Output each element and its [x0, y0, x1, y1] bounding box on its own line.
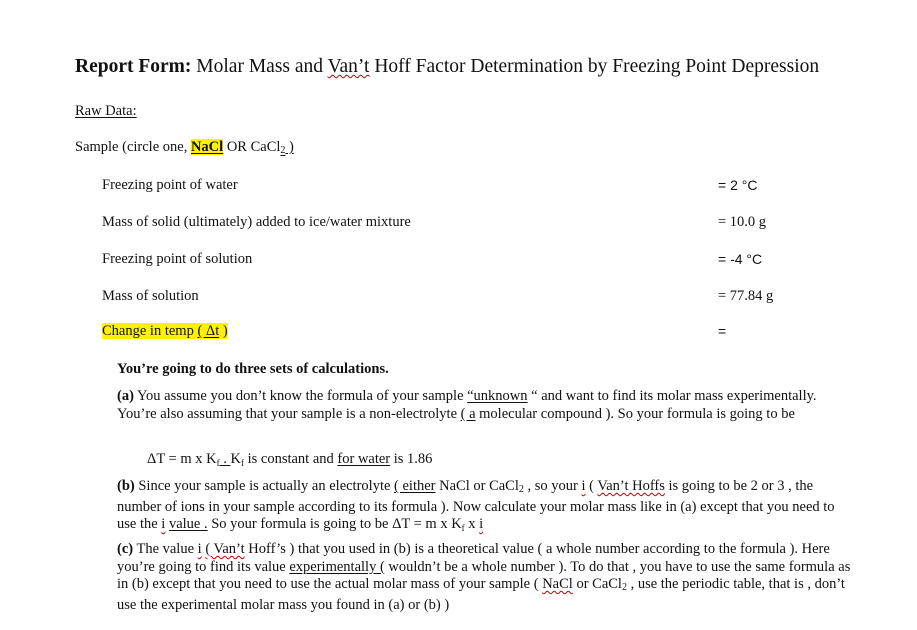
formula-text: ΔT = m x K [147, 451, 217, 467]
subscript: f [216, 458, 220, 468]
value-word: value . [168, 516, 208, 532]
subscript: f [461, 523, 465, 533]
change-temp-value: = [718, 323, 727, 339]
para-text: x [464, 516, 480, 532]
formula-dot: . [219, 451, 231, 467]
row-label: Mass of solution [102, 288, 199, 304]
i-symbol: i [197, 541, 202, 557]
change-temp-label [102, 323, 228, 340]
para-text: Hoff’s ) that you used in (b) is a theoretical value ( a whole number according to the formula ). Here you’re going to find its value [117, 541, 830, 575]
row-label: Freezing point of water [102, 177, 238, 193]
para-text: “ and want to find its molar mass experimentally. You’re also assuming that your sample is a non-electrolyte [117, 388, 817, 422]
para-text: molecular compound ). So your formula is going to be [475, 405, 795, 422]
para-underlined: ( a [460, 405, 476, 422]
para-text: So your formula is going to be ΔT = m x K [207, 516, 462, 532]
paragraph-a [117, 388, 857, 423]
vant-hoffs: ( Van’t [205, 541, 245, 557]
row-label: Mass of solid (ultimately) added to ice/water mixture [102, 214, 411, 230]
subscript: 2 [518, 484, 524, 495]
para-label: (a) [117, 388, 134, 404]
para-text: The value [133, 541, 198, 557]
para-text: wouldn’t be a whole number ). To do that , you have to use the same formula as in (b) except that you need to use the actual molar mass of your sample ( [117, 558, 851, 592]
i-symbol: i [161, 516, 166, 532]
subscript: f [240, 458, 244, 468]
formula-water: for water [337, 451, 391, 467]
change-temp-delta: ( Δt [197, 323, 220, 339]
row-value: = 77.84 g [718, 288, 774, 304]
report-title [75, 56, 819, 78]
nacl-word: NaCl [542, 576, 573, 592]
formula-line [147, 451, 432, 468]
para-text: Since your sample is actually an electrolyte [134, 478, 395, 494]
experimentally-word: experimentally ( [289, 558, 385, 575]
change-temp-close: ) [219, 323, 228, 339]
para-text: NaCl or CaCl [435, 478, 519, 494]
subscript: 2 [621, 582, 627, 593]
subscript: 2 [280, 145, 286, 156]
calculations-heading: You’re going to do three sets of calculations. [117, 361, 389, 377]
i-symbol: i [479, 516, 484, 532]
i-symbol: i [581, 478, 586, 494]
row-value: = -4 °C [718, 251, 763, 267]
para-text: ( [585, 478, 598, 494]
change-temp-text: Change in temp [102, 323, 198, 339]
para-label: (b) [117, 478, 135, 494]
sample-close: ) [285, 139, 294, 155]
sample-prefix: Sample (circle one, [75, 139, 191, 155]
row-label: Freezing point of solution [102, 251, 253, 267]
para-text: , so your [523, 478, 582, 494]
para-underlined: ( either [394, 478, 436, 494]
para-text: , use the periodic table, that is , don’t use the experimental molar mass you found in (a) or (b) ) [117, 576, 845, 613]
sample-nacl-option: NaCl [190, 139, 224, 155]
para-text: is going to be 2 or 3 , the number of ions in your sample according to its formula ). Now calculate your molar mass like in (a) except that you need to use the [117, 478, 835, 532]
vant-hoffs: Van’t Hoffs [597, 478, 665, 494]
sample-line [75, 139, 294, 156]
paragraph-b [117, 478, 857, 538]
title-part: Molar Mass and [191, 56, 328, 77]
paragraph-c [117, 541, 857, 614]
formula-text: K [230, 451, 241, 467]
title-part: Hoff Factor Determination by Freezing Point Depression [369, 56, 820, 77]
formula-text: is constant and [243, 451, 338, 467]
unknown-word: “unknown [467, 388, 528, 404]
formula-text: is 1.86 [390, 451, 433, 467]
title-bold-prefix: Report Form: [75, 56, 192, 77]
para-text: or CaCl [572, 576, 622, 592]
row-value: = 10.0 g [718, 214, 767, 230]
title-vant: Van’t [327, 56, 370, 77]
para-label: (c) [117, 541, 134, 557]
para-text: You assume you don’t know the formula of your sample [133, 388, 468, 404]
raw-data-label: Raw Data: [75, 103, 137, 119]
sample-cacl2-option: OR CaCl [223, 139, 281, 155]
row-value: = 2 °C [718, 177, 758, 193]
